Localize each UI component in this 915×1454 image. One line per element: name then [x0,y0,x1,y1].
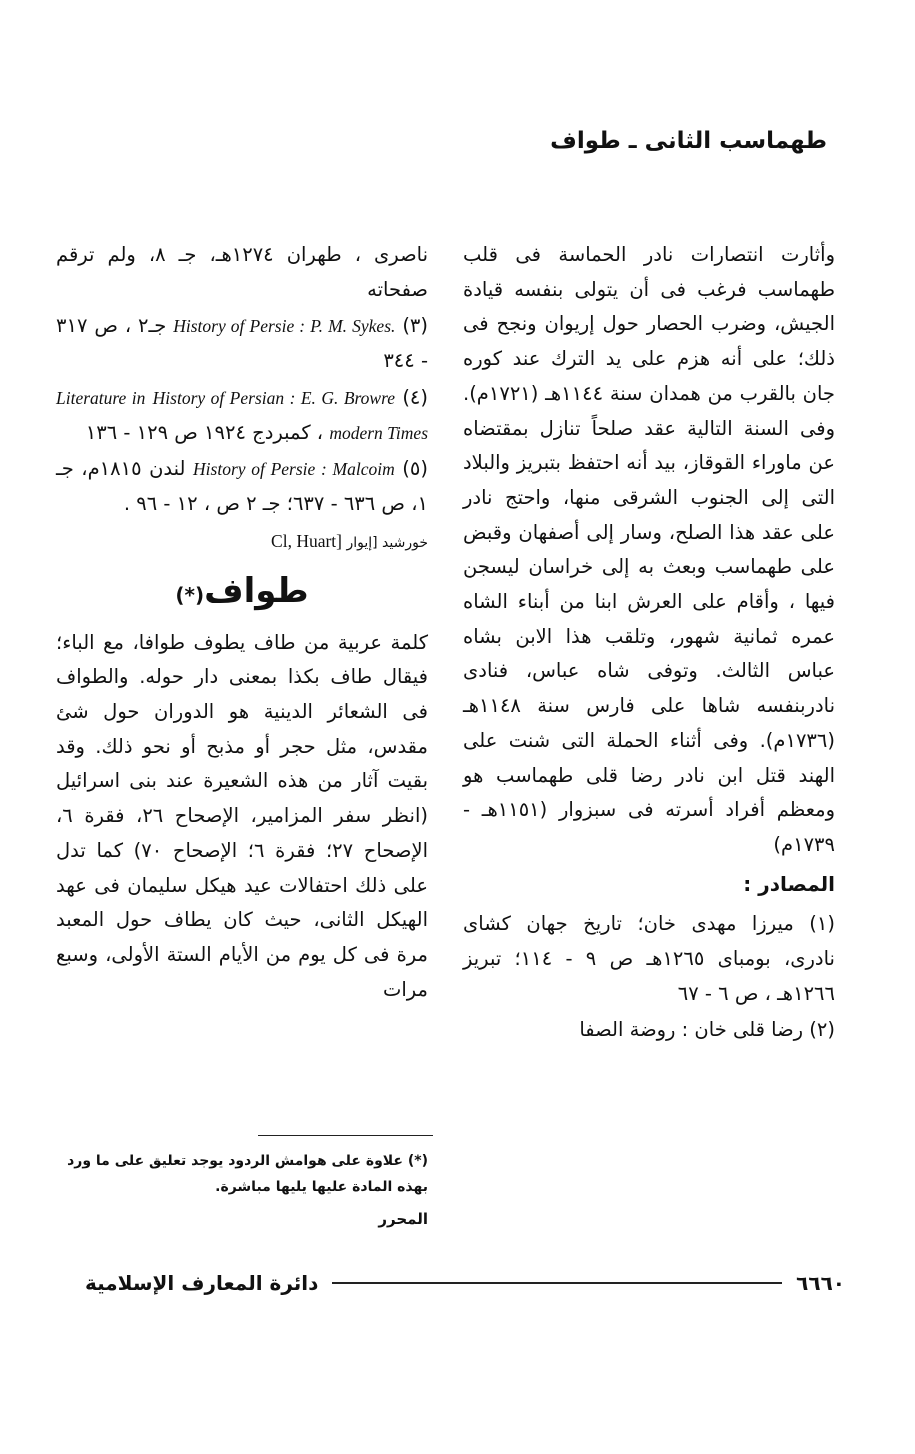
source-item: (٢) رضا قلى خان : روضة الصفا [579,1018,835,1042]
source-item [56,452,428,521]
article-author [56,530,428,554]
footer-rule [332,1282,782,1284]
source-item-continued: ناصرى ، طهران ١٢٧٤هـ، جـ ٨، ولم ترقم صفحاته [56,243,428,301]
page-footer [85,1268,845,1298]
page-number: ٦٦٦٠ [796,1271,845,1295]
body-paragraph: كلمة عربية من طاف يطوف طوافا، مع الباء؛ فيقال طاف بكذا بمعنى دار حوله. والطواف فى الشعائر الدينية هو الدوران حول شئ مقدس، مثل حجر أو مذبح أو نحو ذلك. وقد بقيت آثار من هذه الشعيرة عند بنى اسرائيل (انظر سفر المزامير، الإصحاح ٢٦، فقرة ٦، الإصحاح ٢٧؛ فقرة ٦؛ الإصحاح ٧٠) كما تدل على ذلك احتفالات عيد هيكل سليمان فى عهد الهيكل الثانى، حيث كان يطاف حول المعبد مرة فى كل يوم من الأيام الستة الأولى، وسبع مرات [56,630,429,1001]
running-header: طهماسب الثانى ـ طواف [550,128,827,154]
source-latin-title: History of Persie : Malcoim [193,459,395,480]
author-name-latin: Cl, Huart] [271,530,342,551]
author-name-ar: خورشيد [إيوار [346,534,428,551]
footnote-divider [258,1135,433,1136]
article-title-text: طواف [204,570,309,611]
right-column [463,238,835,1048]
source-detail: ، كمبردج ١٩٢٤ ص ١٢٩ - ١٣٦ [85,420,324,444]
source-number: (٥) [402,457,428,481]
source-item: (١) ميرزا مهدى خان؛ تاريخ جهان كشاى نادرى، بومباى ١٢٦٥هـ ص ٩ - ١١٤؛ تبريز ١٢٦٦هـ ، ص ٦ - ٦٧ [463,912,835,1005]
source-latin-title: History of Persie : P. M. Sykes. [173,316,396,337]
footnote-text: (*) علاوة على هوامش الردود يوجد تعليق على ما ورد بهذه المادة عليها يليها مباشرة. [67,1153,428,1195]
source-item [56,309,428,378]
source-detail: لندن ١٨١٥م، جـ ١، ص ٦٣٦ - ٦٣٧؛ جـ ٢ ص ، ١٢ - ٩٦ . [56,457,428,515]
source-latin-title: History of Persian : E. G. Browre [152,387,396,408]
journal-title: دائرة المعارف الإسلامية [85,1271,319,1295]
source-detail: جـ٢ ، ص ٣١٧ - ٣٤٤ [56,314,428,373]
source-item [56,381,428,450]
sources-heading: المصادر : [743,871,835,896]
footnote-signature: المحرر [378,1210,428,1228]
left-column [56,238,428,1007]
footnote [56,1148,428,1232]
source-latin-subtitle: Literature in modern Times [56,387,428,443]
source-number: (٤) [402,385,429,409]
article-title [56,568,428,618]
source-number: (٣) [402,314,429,338]
body-paragraph: وأثارت انتصارات نادر الحماسة فى قلب طهماسب فرغب فى أن يتولى بنفسه قيادة الجيش، وضرب الحصار حول إريوان ونجح فى ذلك؛ على أنه هزم على يد الترك عند كوره جان بالقرب من همدان سنة ١١٤٤هـ (١٧٢١م). وفى السنة التالية عقد صلحاً تنازل بمقتضاه عن ماوراء القوقاز، بيد أنه احتفظ بتبريز والبلاد التى إلى الجنوب الشرقى منها، واحتج نادر على عقد هذا الصلح، وسار إلى أصفهان وقبض على طهماسب وبعث به إلى خراسان ليسجن فيها ، وأقام على العرش ابنا من أبناء الشاه عمره ثمانية شهور، وتلقب هذا الابن بشاه عباس الثالث. وتوفى شاه عباس، فنادى نادربنفسه شاها على فارس سنة ١١٤٨هـ (١٧٣٦م). وفى أثناء الحملة التى شنت على الهند قتل ابن نادر رضا قلى طهماسب هو ومعظم أفراد أسرته فى سبزوار (١١٥١هـ - ١٧٣٩م) [463,243,835,856]
footnote-marker: (*) [175,582,205,607]
